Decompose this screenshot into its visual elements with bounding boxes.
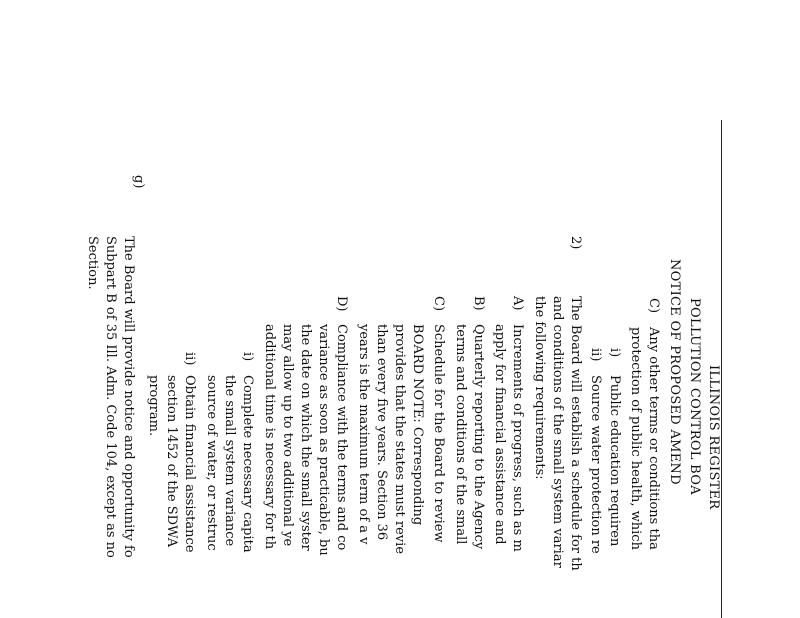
item-d-ii-marker: ii) [182,352,197,366]
item-d-line: additional time is necessary for th [262,324,277,550]
item-a-marker: A) [510,296,525,311]
item-d-line: Compliance with the terms and co [334,324,349,551]
board-note-line: BOARD NOTE: Corresponding [410,324,425,526]
item-b-marker: B) [471,296,486,311]
item-d-line: the date on which the small syster [298,324,313,551]
notice-title: NOTICE OF PROPOSED AMEND [667,259,682,485]
item-2-line: The Board will establish a schedule for th [568,296,583,571]
item-d-i-line: source of water, or restruc [204,375,219,551]
register-title: ILLINOIS REGISTER [706,365,721,510]
item-d-marker: D) [334,296,349,312]
item-d-ii-line: section 1452 of the SDWA [164,375,179,548]
item-c-marker: C) [646,298,661,314]
item-c-line: Any other terms or conditions tha [646,327,661,550]
board-note-line: years is the maximum term of a v [356,324,371,545]
item-c2-text: Schedule for the Board to review [431,324,446,543]
item-g-line: The Board will provide notice and opportunity fo [121,236,136,558]
item-2-marker: 2) [568,236,583,250]
board-note-line: provides that the states must revie [392,324,407,555]
item-a-line: apply for financial assistance and [492,324,507,545]
item-g-line: Section. [85,236,100,290]
item-d-ii-line: Obtain financial assistance [182,375,197,553]
item-c-line: protection of public health, which [628,327,643,550]
item-2-line: the following requirements: [532,296,547,480]
item-d-ii-line: program. [146,375,161,437]
item-c-i-marker: i) [607,348,622,358]
item-c2-marker: C) [431,296,446,312]
item-g-line: Subpart B of 35 Ill. Adm. Code 104, except as no [103,236,118,558]
item-c-ii-marker: ii) [588,348,603,362]
item-d-i-line: the small system variance [222,375,237,547]
item-d-i-line: Complete necessary capita [240,375,255,553]
board-note-line: than every five years. Section 36 [374,324,389,541]
item-d-line: variance as soon as practicable, bu [316,324,331,556]
item-b-line: Quarterly reporting to the Agency [471,324,486,550]
item-d-i-marker: i) [240,352,255,362]
item-a-line: Increments of progress, such as m [510,324,525,552]
item-2-line: and conditions of the small system variar [550,296,565,568]
item-b-line: terms and conditions of the small [453,324,468,545]
board-title: POLLUTION CONTROL BOA [687,298,702,495]
item-g-marker: g) [131,175,146,189]
item-d-line: may allow up to two additional ye [280,324,295,547]
item-c-i-text: Public education requiren [607,375,622,547]
item-c-ii-text: Source water protection re [588,375,603,554]
